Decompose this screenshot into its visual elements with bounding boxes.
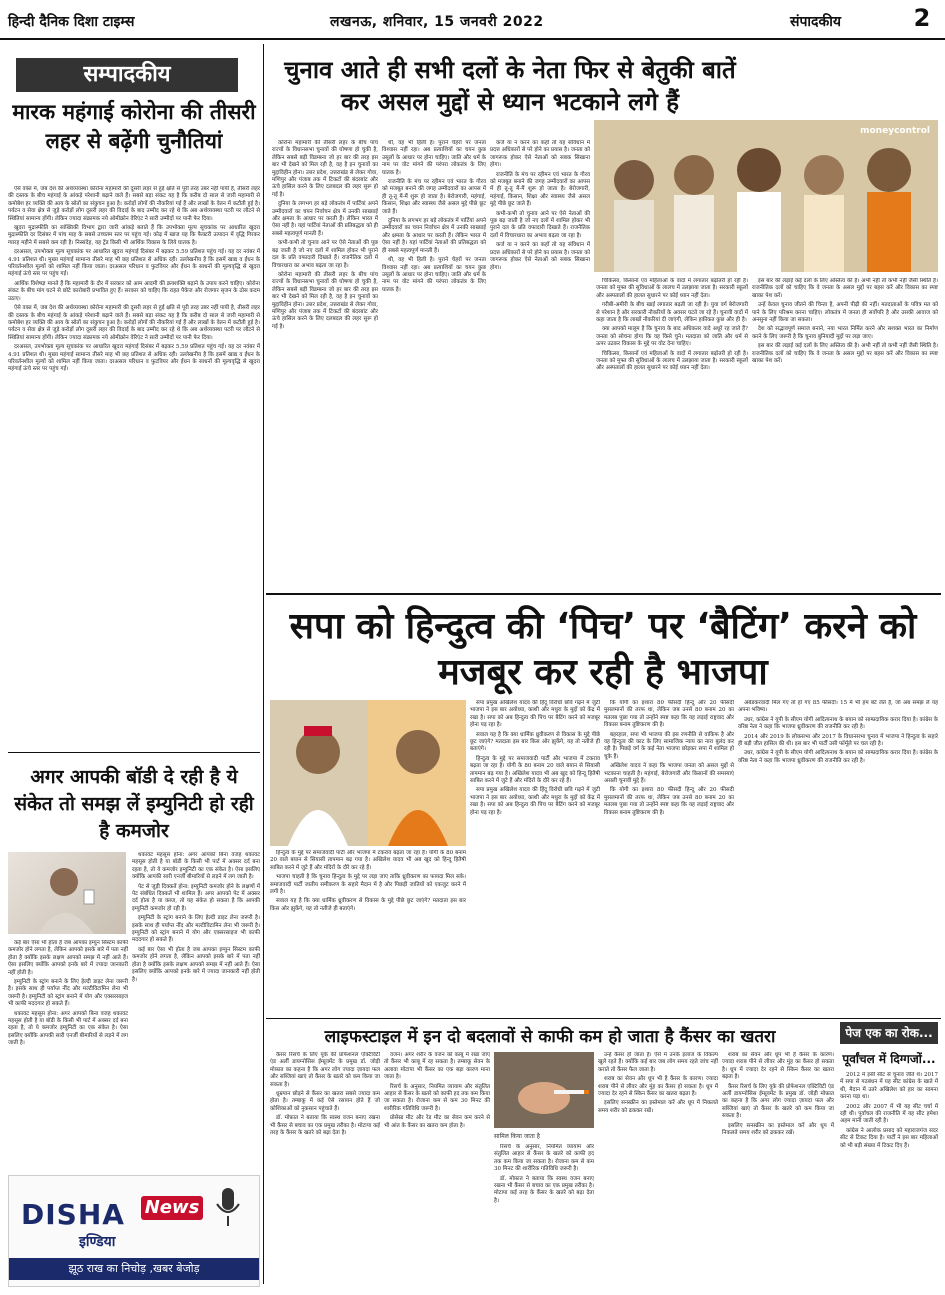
paragraph: सवाल यह है कि क्या धार्मिक ध्रुवीकरण से विकास के मुद्दे पीछे छूट जाएंगे? मतदाता इस बार किस ओर झुकेंगे, यह तो नतीजे ही बताएंगे। [270, 898, 466, 912]
paragraph: हिन्दुत्व के मुद्दे पर समाजवादी पार्टी और भाजपा में टकराव बढ़ता जा रहा है। योगी के 80 बनाम 20 वाले बयान से सियासी तापमान बढ़ गया है। अखिलेश यादव भी अब खुद को हिन्दू हितैषी साबित करने में जुटे हैं और मंदिरों के दौरे कर रहे हैं। [270, 850, 466, 871]
paragraph: कि योगी का इशारा 80 फीसदी हिन्दू और 20 फीसदी मुसलमानों की तरफ था, लेकिन जब उनसे 80 बनाम 20 का मतलब पूछा गया तो उन्होंने स्पष्ट कहा कि यह लड़ाई राष्ट्रवाद और विकास बनाम तुष्टिकरण की है। [604, 700, 734, 729]
page-number: 2 [913, 4, 931, 32]
paragraph: कर्ज या न करने का कहाँ तो यह संविधान में प्रदत्त अधिकारों से परे होने का प्रयास है। जनता को जागरूक होकर ऐसे नेताओं को सबक सिखाना होगा। [490, 242, 590, 271]
paragraph: कोरोना महामारी की तीसरी लहर के बीच पांच राज्यों के विधानसभा चुनावों की घोषणा हो चुकी है, लेकिन सबसे बड़ी विडम्बना जो हर बार की तरह इस बार भी देखने को मिल रही है, वह है इन चुनावों का मुद्दाविहीन होना। उत्तर प्रदेश, उत्तराखंड से लेकर गोवा, मणिपुर और पंजाब तक में टिकटों की बंदरबांट और ऊंचे हासिल करने के लिए दलबदल की लहर सुरू हो गई है। [272, 140, 378, 198]
paragraph: रिसर्च के अनुसार, नियमित व्यायाम और संतुलित आहार से कैंसर के खतरे को काफी हद तक कम किया जा सकता है। रोजाना कम से कम 30 मिनट की शारीरिक गतिविधि जरूरी है। [384, 1083, 490, 1112]
paragraph: इस बार की लड़ाई कई दलों के लिए अस्तित्व की है। अभी नहीं तो कभी नहीं जैसी स्थिति है। राजनीतिक दलों को चाहिए कि वे जनता के असल मुद्दों पर बहस करें और विकास का स्पष्ट खाका पेश करें। [752, 343, 938, 365]
continuation-body [840, 1072, 938, 1286]
lifestyle-col-2 [384, 1052, 490, 1286]
paragraph: प्रोसेस्ड मीट और रेड मीट का सेवन कम करने से भी आंत के कैंसर का खतरा कम होता है। [384, 1115, 490, 1129]
masthead [0, 0, 945, 40]
paragraph: सपा प्रमुख अखिलेश यादव की हिंदू विरोधी छवि गढ़ने में जुटी भाजपा ने इस बार अयोध्या, काशी और मथुरा के मुद्दों को केंद्र में रखा है। सपा को अब हिन्दुत्व की पिच पर बैटिंग करने को मजबूर होना पड़ रहा है। [470, 700, 600, 729]
continuation-badge: पेज एक का रोक... [840, 1022, 938, 1044]
immunity-body-left [8, 940, 128, 1168]
smoking-hand-photo [494, 1052, 594, 1128]
paragraph: कई बार ऐसा भी होता है जब आपका इम्युन सिस्टम काफी कमजोर होने लगता है, लेकिन आपको इसके बारे में पता नहीं होता है क्योंकि इसके लक्षण आपको समझ में नहीं आते हैं। ऐसा इसलिए क्योंकि आपको इनके बारे में ज्यादा जानकारी नहीं होती है। [8, 940, 128, 976]
column-divider [263, 44, 264, 1284]
main-story-headline: चुनाव आते ही सभी दलों के नेता फिर से बेतुकी बातें कर असल मुद्दों से ध्यान भटकाने लगे हैं [284, 56, 736, 116]
divider [8, 752, 260, 753]
paragraph: इम्युनिटी के स्ट्रांग बनाने के लिए हेल्दी डाइट लेना जरूरी है। इसके साथ ही पर्याप्त नींद और मल्टीविटामिन लेना भी जरूरी है। इम्युनिटी को स्ट्रांग बनाने में योग और एक्सरसाइज भी काफी मददगार हो सकते हैं। [8, 979, 128, 1008]
advert-sub: इण्डिया [79, 1234, 116, 1250]
paragraph: कई बार ऐसा भी होता है जब आपका इम्युन सिस्टम काफी कमजोर होने लगता है, लेकिन आपको इसके बारे में पता नहीं होता है क्योंकि इसके लक्षण आपको समझ में नहीं आते हैं। ऐसा इसलिए क्योंकि आपको इनके बारे में ज्यादा जानकारी नहीं होती है। [132, 946, 260, 983]
bjp-story-col-2 [470, 700, 600, 1014]
paragraph: रिसर्च के अनुसार, नियमित व्यायाम और संतुलित आहार से कैंसर के खतरे को काफी हद तक कम किया जा सकता है। रोजाना कम से कम 30 मिनट की शारीरिक गतिविधि जरूरी है। [494, 1144, 594, 1173]
paragraph: अखिलेश यादव ने कहा कि भाजपा जनता को असल मुद्दों से भटकाना चाहती है। महंगाई, बेरोजगारी और किसानों की समस्याएं असली चुनावी मुद्दे हैं। [604, 763, 734, 785]
paragraph: शराब का सेवन और धूप भी है कैंसर के कारण। ज्यादा शराब पीने से लीवर और मुंह का कैंसर हो सकता है। धूप में ज्यादा देर रहने से स्किन कैंसर का खतरा बढ़ता है। [722, 1052, 834, 1081]
paragraph: चिकित्सा, किसानों एवं महिलाओं के वादों में लगातार बढ़ोतरी हो रही है। जनता को मुफ्त की सुविधाओं के लालच में उलझाया जाता है। सरकारी स्कूलों और अस्पतालों की हालत सुधारने पर कोई ध्यान नहीं देता। [596, 350, 748, 372]
bjp-story-col-3 [604, 700, 734, 1014]
paragraph: सपा प्रमुख अखिलेश यादव की हिंदू विरोधी छवि गढ़ने में जुटी भाजपा ने इस बार अयोध्या, काशी और मथुरा के मुद्दों को केंद्र में रखा है। सपा को अब हिन्दुत्व की पिच पर बैटिंग करने को मजबूर होना पड़ रहा है। [470, 787, 600, 816]
paragraph: उधर, कांग्रेस ने यूपी के सीएम योगी आदित्यनाथ के बयान को साम्प्रदायिक करार दिया है। कांग्रेस के वरिष्ठ नेता ने कहा कि भाजपा ध्रुवीकरण की राजनीति कर रही है। [738, 750, 938, 764]
advert-news-tag: News [141, 1196, 203, 1220]
lifestyle-col-1 [270, 1052, 380, 1286]
advert-tagline: झूठ राख का निचोड़ ,खबर बेजोड़ [9, 1258, 259, 1280]
immunity-body-right [132, 852, 260, 1170]
editorial-body [8, 186, 260, 746]
paragraph: अंबेडकरवादी मिल गए तो हो गए 85 फीसदी। 15 में भी हम बंटे लेते हैं, जो अब समझ लें यह अपना भविष्य। [738, 700, 938, 714]
paragraph: हिन्दुत्व के मुद्दे पर समाजवादी पार्टी और भाजपा में टकराव बढ़ता जा रहा है। योगी के 80 बनाम 20 वाले बयान से सियासी तापमान बढ़ गया है। अखिलेश यादव भी अब खुद को हिन्दू हितैषी साबित करने में जुटे हैं और मंदिरों के दौरे कर रहे हैं। [470, 755, 600, 785]
continuation-subheadline: पूर्वांचल में दिग्गजों... [842, 1052, 936, 1066]
paragraph: थी, वह भी हिली है। पुराने चेहरों पर जनता विश्वास नहीं रहा। अब प्रत्याशियों का चयन कुछ उसूलों के आधार पर होना चाहिए। जाति और धर्म के नाम पर वोट मांगने की परंपरा लोकतंत्र के लिए घातक है। [382, 257, 486, 293]
main-story-col-5 [752, 278, 938, 588]
bjp-story-col-1 [270, 850, 466, 1014]
paragraph: कोरोना महामारी की तीसरी लहर के बीच पांच राज्यों के विधानसभा चुनावों की घोषणा हो चुकी है, लेकिन सबसे बड़ी विडम्बना जो हर बार की तरह इस बार भी देखने को मिल रही है, वह है इन चुनावों का मुद्दाविहीन होना। उत्तर प्रदेश, उत्तराखंड से लेकर गोवा, मणिपुर और पंजाब तक में टिकटों की बंदरबांट और ऊंचे हासिल करने के लिए दलबदल की लहर सुरू हो गई है। [272, 271, 378, 330]
paragraph: चिकित्सा, किसानों एवं महिलाओं के वादों में लगातार बढ़ोतरी हो रही है। जनता को मुफ्त की सुविधाओं के लालच में उलझाया जाता है। सरकारी स्कूलों और अस्पतालों की हालत सुधारने पर कोई ध्यान नहीं देता। [596, 278, 748, 299]
paragraph: क्या आपको मालूम है कि चुनाव के बाद अधिकतर वादे अधूरे रह जाते हैं? जनता को सोचना होगा कि वह किसे चुने। मतदाता को जाति और धर्म से ऊपर उठकर विकास के मुद्दे पर वोट देना चाहिए। [596, 326, 748, 348]
paragraph: इसलिए सनस्क्रीन का इस्तेमाल करें और धूप में निकलते समय शरीर को ढककर रखें। [722, 1122, 834, 1137]
microphone-icon [207, 1186, 247, 1230]
paragraph: थकावट महसूस होना: अगर आपको बिना वजह थकावट महसूस होती है या बॉडी के किसी भी पार्ट में अक्सर दर्द बना रहता है, तो ये कमजोर इम्युनिटी का एक संकेत है। ऐसा इसलिए क्योंकि आपकी सारी एनर्जी बीमारियों से लड़ने में लग जाती है। [132, 852, 260, 881]
editorial-headline: मारक महंगाई कोरोना की तीसरी लहर से बढ़ेंगी चुनौतियां [12, 100, 256, 153]
paragraph: दुनिया के लगभग हर बड़े लोकतंत्र में पार्टियां अपने उम्मीदवारों का चयन निर्वाचन क्षेत्र में उनकी साख्याई और क्षमता के आधार पर करती हैं। लेकिन भारत में ऐसा नहीं है। यहां पार्टियां नेताओं की प्रतिबद्धता को ही सबसे महत्वपूर्ण मानती हैं। [382, 218, 486, 254]
lifestyle-headline: लाइफस्टाइल में इन दो बदलावों से काफी कम हो जाता है कैंसर का खतरा [324, 1027, 776, 1047]
main-story-col-2 [382, 140, 486, 588]
paragraph: डॉ. मोफ़ात ने बताया कि स्वस्थ वजन बनाए रखना भी कैंसर से बचाव का एक प्रमुख तरीका है। मोटापा कई तरह के कैंसर के खतरे को बढ़ा देता है। [494, 1175, 594, 1204]
lifestyle-col-4 [598, 1052, 718, 1286]
sick-woman-photo [8, 852, 126, 934]
story-divider [266, 593, 941, 595]
paragraph: धूम्रपान छोड़ने से कैंसर का खतरा सबसे ज्यादा कम होता है। तम्बाकू में कई ऐसे रसायन होते हैं जो कोशिकाओं को नुकसान पहुंचाते हैं। [270, 1091, 380, 1112]
paragraph: 2002 और 2007 में भी यह सीट चर्चा में रही थी। पूर्वांचल की राजनीति में यह सीट हमेशा अहम मानी जाती रही है। [840, 1103, 938, 1125]
photo-caption: सामिल किया जाता है [494, 1133, 540, 1140]
paragraph: आर्थिक विशेषज्ञ मानते हैं कि महामारी के दौर में सरकार को आम आदमी की क्रयशक्ति बढ़ाने के उपाय करने चाहिए। कोरोना संकट के बीच मांग घटने से छोटे कारोबारी प्रभावित हुए हैं। सरकार को चाहिए कि राहत पैकेज और रोजगार सृजन के ठोस कदम उठाए। [8, 280, 260, 302]
paragraph: इसलिए सनस्क्रीन का इस्तेमाल करें और धूप में निकलते समय शरीर को ढककर रखें। [598, 1100, 718, 1114]
paragraph: दरअसल, उपभोक्ता मूल्य सूचकांक पर आधारित खुदरा महंगाई दिसंबर में बढ़कर 5.59 प्रतिशत पहुंच गई। यह दर नवंबर में 4.91 प्रतिशत थी। मुख्य महंगाई सामान्य तीसरे माह भी छह प्रतिशत से अधिक रही। उल्लेखनीय है कि इसमें खाद्य व ईंधन के परिवर्तनशील मूल्यों को शामिल नहीं किया जाता। दरअसल परिधान व फुटवियर और ईंधन के साधनों की मूल्यवृद्धि से खुदरा महंगाई ऊंचे स्तर पर पहुंच गई। [8, 344, 260, 373]
akhilesh-yogi-photo [270, 700, 466, 846]
paragraph: वजन। अगर शरीर के वजन को काबू में रखा जाए तो कैंसर भी काबू में रह सकता है। तम्बाकू सेवन के अलावा मोटापा भी कैंसर का एक बड़ा कारण माना जाता है। [384, 1052, 490, 1081]
main-story-col-3 [490, 140, 590, 588]
paragraph: 2012 में इसी सीट से चुनाव जीते थे। 2017 में सपा से गठबंधन में यह सीट कांग्रेस के खाते में थी, मैदान में उतरे अखिलेश को हार का सामना करना पड़ा था। [840, 1072, 938, 1101]
main-story-col-1 [272, 140, 378, 588]
paragraph: भाजपा चाहती है कि चुनाव हिन्दुत्व के मुद्दे पर लड़ा जाए ताकि ध्रुवीकरण का फायदा मिल सके। समाजवादी पार्टी जातीय समीकरण के सहारे मैदान में है और पिछड़ी जातियों को एकजुट करने में लगी है। [270, 874, 466, 896]
section-name: संपादकीय [790, 14, 841, 30]
editorial-band: सम्पादकीय [16, 58, 238, 92]
paragraph: उन्हें केवल चुनाव जीतने की चिन्ता है, अपनी पीढ़ी की नहीं। मतदाताओं के पवित्र मत को पाने के लिए परिश्रम करना चाहिए। लोकतंत्र में जनता ही सर्वोपरि है और उसकी आवाज को अनसुना नहीं किया जा सकता। [752, 302, 938, 324]
bjp-story-col-4 [738, 700, 938, 1014]
advert-brand: DISHA [21, 1198, 125, 1231]
paragraph: राजनीति के मंच पर रहीमन एवं भारत के गौरव को मजबूत बनाने की जगह उम्मीदवारों का आपस में ही तू-तू मैं-मैं शुरू हो जाता है। बेरोजगारी, महंगाई, किसान, शिक्षा और स्वास्थ्य जैसे असल मुद्दे पीछे छूट जाते हैं। [382, 179, 486, 215]
lifestyle-col-5 [722, 1052, 834, 1286]
paragraph: उन्हें कैंसर हो जाता है। ऐसे में उनके इलाज के विकल्प खुले रहते हैं। क्योंकि कई बार जब लोग समय रहते जांच नहीं कराते तो कैंसर फैल जाता है। [598, 1052, 718, 1073]
paragraph: कैंसर रिसर्च के लिए यूके की प्रोफेशनल एक्टिविटी एंड अर्ली डायग्नोसिस ईम्प्रूवमेंट के प्रमुख डॉ. जोड़ी मोफ़ात का कहना है कि अगर लोग ज्यादा ज़ायदा फल और सब्जियां खाएं तो कैंसर के खतरे को कम किया जा सकता है। [722, 1083, 834, 1120]
issue-date: लखनऊ, शनिवार, 15 जनवरी 2022 [330, 14, 544, 30]
paragraph: पेट से जुड़ी दिक्कतें होना: इम्युनिटी कमजोर होने के लक्षणों में पेट संबंधित दिक्कतें भी शामिल हैं। अगर आपको पेट में अक्सर दर्द होता है या कब्ज, तो यह संकेत हो सकता है कि आपकी इम्युनिटी कमजोर हो रही है। [132, 883, 260, 912]
paragraph: दरअसल, उपभोक्ता मूल्य सूचकांक पर आधारित खुदरा महंगाई दिसंबर में बढ़कर 5.59 प्रतिशत पहुंच गई। यह दर नवंबर में 4.91 प्रतिशत थी। मुख्य महंगाई सामान्य तीसरे माह भी छह प्रतिशत से अधिक रही। उल्लेखनीय है कि इसमें खाद्य व ईंधन के परिवर्तनशील मूल्यों को शामिल नहीं किया जाता। दरअसल परिधान व फुटवियर और ईंधन के साधनों की मूल्यवृद्धि से खुदरा महंगाई ऊंचे स्तर पर पहुंच गई। [8, 249, 260, 278]
immunity-headline: अगर आपकी बॉडी दे रही है ये संकेत तो समझ लें इम्युनिटी हो रही है कमजोर [14, 766, 254, 842]
paragraph: बहरहाल, सपा भी भाजपा की इस रणनीति से वाकिफ है और वह हिन्दुत्व की काट के लिए सामाजिक न्याय का नारा बुलंद कर रही है। पिछड़े वर्ग के कई नेता भाजपा छोड़कर सपा में शामिल हो चुके हैं। [604, 731, 734, 760]
paragraph: देश को सद्भावपूर्ण समाज बनाने, नया भारत निर्मित करने और सशक्त भारत का निर्माण करने के लिए जरूरी है कि चुनाव बुनियादी मुद्दों पर लड़ा जाए। [752, 326, 938, 340]
paragraph: इस बार की लड़ाई कई दलों के लिए अस्तित्व की है। अभी नहीं तो कभी नहीं जैसी स्थिति है। राजनीतिक दलों को चाहिए कि वे जनता के असल मुद्दों पर बहस करें और विकास का स्पष्ट खाका पेश करें। [752, 278, 938, 299]
paragraph: कि योगी का इशारा 80 फीसदी हिन्दू और 20 फीसदी मुसलमानों की तरफ था, लेकिन जब उनसे 80 बनाम 20 का मतलब पूछा गया तो उन्होंने स्पष्ट कहा कि यह लड़ाई राष्ट्रवाद और विकास बनाम तुष्टिकरण की है। [604, 787, 734, 816]
paragraph: सवाल यह है कि क्या धार्मिक ध्रुवीकरण से विकास के मुद्दे पीछे छूट जाएंगे? मतदाता इस बार किस ओर झुकेंगे, यह तो नतीजे ही बताएंगे। [470, 731, 600, 753]
paragraph: कैंसर रिसर्च के लिए यूके की प्रोफेशनल एक्टिविटी एंड अर्ली डायग्नोसिस ईम्प्रूवमेंट के प्रमुख डॉ. जोड़ी मोफ़ात का कहना है कि अगर लोग ज्यादा ज़ायदा फल और सब्जियां खाएं तो कैंसर के खतरे को कम किया जा सकता है। [270, 1052, 380, 1088]
main-story-col-4 [596, 278, 748, 588]
paragraph: कर्ज या न करने का कहाँ तो यह संविधान में प्रदत्त अधिकारों से परे होने का प्रयास है। जनता को जागरूक होकर ऐसे नेताओं को सबक सिखाना होगा। [490, 140, 590, 169]
paragraph: कांग्रेस ने आलोक प्रसाद को महाराजगंज सदर सीट से टिकट दिया है। पार्टी ने इस बार महिलाओं को भी बड़ी संख्या में टिकट दिए हैं। [840, 1127, 938, 1149]
paragraph: कभी-कभी तो चुनाव आने पर ऐसे नेताओं की पूछ बढ़ जाती है जो नए दलों में शामिल होकर भी पुराने दल के प्रति वफादारी दिखाते हैं। राजनैतिक दलों में विचारधारा का अभाव बढ़ता जा रहा है। [272, 240, 378, 269]
photo-credit: moneycontrol [860, 126, 930, 136]
paragraph: इम्युनिटी के स्ट्रांग बनाने के लिए हेल्दी डाइट लेना जरूरी है। इसके साथ ही पर्याप्त नींद और मल्टीविटामिन लेना भी जरूरी है। इम्युनिटी को स्ट्रांग बनाने में योग और एक्सरसाइज भी काफी मददगार हो सकते हैं। [132, 915, 260, 944]
paragraph: उधर, कांग्रेस ने यूपी के सीएम योगी आदित्यनाथ के बयान को साम्प्रदायिक करार दिया है। कांग्रेस के वरिष्ठ नेता ने कहा कि भाजपा ध्रुवीकरण की राजनीति कर रही है। [738, 716, 938, 731]
paragraph: ऐसे वक्त में, जब देश की अर्थव्यवस्था कोरोना महामारी की दूसरी लहर से हुई क्षति से पूरी तरह उबर नहीं पायी है, तीसरी लहर की दस्तक के बीच महंगाई के आंकड़े परेशानी बढ़ाने वाले हैं। सबसे बड़ा संकट यह है कि करीब दो साल से जारी महामारी से कमोबेश हर व्यक्ति की आय के स्रोतों का संकुचन हुआ है। करोड़ों लोगों की नौकरियां गई हैं और लाखों के वेतन में कटौती हुई है। पर्यटन व सेवा क्षेत्र से जुड़े करोड़ों लोग दूसरी लहर की विदाई के बाद उम्मीद कर रहे थे कि अब अर्थव्यवस्था पटरी पर लौटने से स्थितियां सामान्य होंगी। लेकिन ज्यादा संक्रामक नये ओमीक्रोन वेरिएंट ने सारी उम्मीदों पर पानी फेर दिया। [8, 186, 260, 222]
paragraph: ऐसे वक्त में, जब देश की अर्थव्यवस्था कोरोना महामारी की दूसरी लहर से हुई क्षति से पूरी तरह उबर नहीं पायी है, तीसरी लहर की दस्तक के बीच महंगाई के आंकड़े परेशानी बढ़ाने वाले हैं। सबसे बड़ा संकट यह है कि करीब दो साल से जारी महामारी से कमोबेश हर व्यक्ति की आय के स्रोतों का संकुचन हुआ है। करोड़ों लोगों की नौकरियां गई हैं और लाखों के वेतन में कटौती हुई है। पर्यटन व सेवा क्षेत्र से जुड़े करोड़ों लोग दूसरी लहर की विदाई के बाद उम्मीद कर रहे थे कि अब अर्थव्यवस्था पटरी पर लौटने से स्थितियां सामान्य होंगी। लेकिन ज्यादा संक्रामक नये ओमीक्रोन वेरिएंट ने सारी उम्मीदों पर पानी फेर दिया। [8, 305, 260, 341]
paragraph: गरीबी-अमीरी के बीच खाई लगातार बढ़ती जा रही है। युवा वर्ग बेरोजगारी से परेशान है और सरकारी नौकरियों के अवसर घटते जा रहे हैं। चुनावी वादों में कहा जाता है कि लाखों नौकरियां दी जाएंगी, लेकिन हकीकत कुछ और ही है। [596, 302, 748, 324]
paragraph: दुनिया के लगभग हर बड़े लोकतंत्र में पार्टियां अपने उम्मीदवारों का चयन निर्वाचन क्षेत्र में उनकी साख्याई और क्षमता के आधार पर करती हैं। लेकिन भारत में ऐसा नहीं है। यहां पार्टियां नेताओं की प्रतिबद्धता को ही सबसे महत्वपूर्ण मानती हैं। [272, 201, 378, 237]
paragraph: राजनीति के मंच पर रहीमन एवं भारत के गौरव को मजबूत बनाने की जगह उम्मीदवारों का आपस में ही तू-तू मैं-मैं शुरू हो जाता है। बेरोजगारी, महंगाई, किसान, शिक्षा और स्वास्थ्य जैसे असल मुद्दे पीछे छूट जाते हैं। [490, 171, 590, 208]
paragraph: 2014 और 2019 के लोकसभा और 2017 के विधानसभा चुनाव में भाजपा ने हिन्दुत्व के सहारे ही बड़ी जीत हासिल की थी। इस बार भी पार्टी उसी फॉर्मूले पर चल रही है। [738, 733, 938, 748]
lifestyle-col-3 [494, 1144, 594, 1286]
paragraph: खुदरा मुद्रास्फीति का सांख्यिकी विभाग द्वारा जारी आंकड़े बताते हैं कि उपभोक्ता मूल्य सूचकांक पर आधारित खुदरा मुद्रास्फीति दर दिसंबर में पांच माह के सबसे उच्चतम स्तर पर पहुंच गई। कोढ़ में खाज यह कि फैक्टरी उत्पादन में वृद्धि गिरकर ग्यारह महीने में सबसे कम रही है। निस्संदेह, यह ट्रेंड किसी भी आर्थिक विकास के लिये घातक है। [8, 225, 260, 246]
story-divider [266, 1018, 941, 1019]
paragraph: थकावट महसूस होना: अगर आपको बिना वजह थकावट महसूस होती है या बॉडी के किसी भी पार्ट में अक्सर दर्द बना रहता है, तो ये कमजोर इम्युनिटी का एक संकेत है। ऐसा इसलिए क्योंकि आपकी सारी एनर्जी बीमारियों से लड़ने में लग जाती है। [8, 1010, 128, 1047]
paragraph: शराब का सेवन और धूप भी है कैंसर के कारण। ज्यादा शराब पीने से लीवर और मुंह का कैंसर हो सकता है। धूप में ज्यादा देर रहने से स्किन कैंसर का खतरा बढ़ता है। [598, 1076, 718, 1098]
paragraph: कभी-कभी तो चुनाव आने पर ऐसे नेताओं की पूछ बढ़ जाती है जो नए दलों में शामिल होकर भी पुराने दल के प्रति वफादारी दिखाते हैं। राजनैतिक दलों में विचारधारा का अभाव बढ़ता जा रहा है। [490, 210, 590, 239]
paper-name: हिन्दी दैनिक दिशा टाइम्स [8, 14, 135, 30]
paragraph: थी, वह भी हिली है। पुराने चेहरों पर जनता विश्वास नहीं रहा। अब प्रत्याशियों का चयन कुछ उसूलों के आधार पर होना चाहिए। जाति और धर्म के नाम पर वोट मांगने की परंपरा लोकतंत्र के लिए घातक है। [382, 140, 486, 176]
politicians-collage-photo [594, 120, 938, 272]
paragraph: डॉ. मोफ़ात ने बताया कि स्वस्थ वजन बनाए रखना भी कैंसर से बचाव का एक प्रमुख तरीका है। मोटापा कई तरह के कैंसर के खतरे को बढ़ा देता है। [270, 1115, 380, 1137]
bjp-story-headline: सपा को हिन्दुत्व की ‘पिच’ पर ‘बैटिंग’ करने को मजबूर कर रही है भाजपा [289, 606, 917, 693]
disha-news-advert [8, 1175, 260, 1287]
